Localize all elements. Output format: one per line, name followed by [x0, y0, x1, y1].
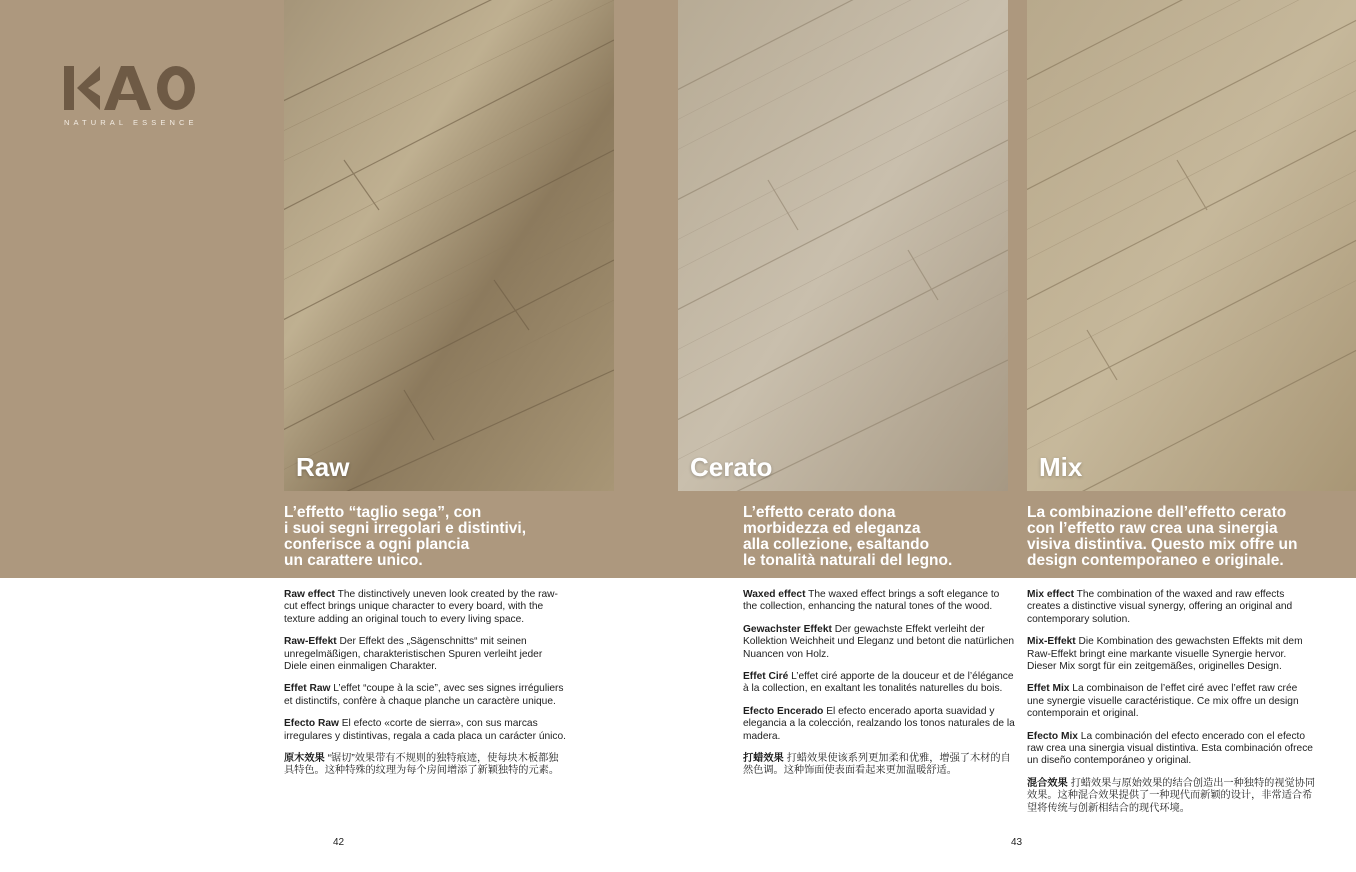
raw-title: Raw: [296, 452, 350, 482]
cerato-headline: [743, 505, 952, 569]
brand-logo: [64, 64, 204, 127]
mix-wood-photo: [1027, 0, 1356, 491]
headline-line: visiva distintiva. Questo mix offre un: [1027, 536, 1298, 553]
cerato-desc-fr: [743, 671, 1015, 696]
cerato-title: Cerato: [690, 452, 773, 482]
mix-descriptions: [1027, 589, 1317, 825]
desc-text: The distinctively uneven look created by the raw-cut effect brings unique character to every board, with the texture adding an original touch to every living space.: [284, 589, 558, 625]
headline-line: alla collezione, esaltando: [743, 536, 930, 553]
desc-label: Mix-Effekt: [1027, 636, 1076, 648]
desc-label: Waxed effect: [743, 589, 806, 600]
desc-text: 打蜡效果与原始效果的结合创造出一种独特的视觉协同效果。这种混合效果提供了一种现代而新颖的设计，非常适合希望将传统与创新相结合的现代环境。: [1027, 777, 1316, 814]
mix-desc-de: [1027, 636, 1317, 673]
desc-label: Effet Raw: [284, 683, 331, 695]
desc-label: Efecto Raw: [284, 718, 339, 730]
headline-line: La combinazione dell’effetto cerato: [1027, 504, 1287, 521]
desc-text: L’effet “coupe à la scie”, avec ses signes irréguliers et distinctifs, confère à chaque planche un caractère unique.: [284, 683, 564, 707]
raw-descriptions: [284, 589, 568, 788]
cerato-desc-en: [743, 589, 1015, 614]
desc-text: L’effet ciré apporte de la douceur et de l’élégance à la collection, en exaltant les tonalités naturelles du bois.: [743, 671, 1014, 695]
mix-headline: [1027, 505, 1297, 569]
desc-text: La combinación del efecto encerado con el efecto raw crea una sinergia visual distintiva. Esta combinación ofrece un diseño contemporáneo y original.: [1027, 730, 1313, 767]
raw-desc-fr: [284, 683, 568, 708]
desc-label: Efecto Mix: [1027, 730, 1078, 742]
brand-tagline: NATURAL ESSENCE: [64, 118, 198, 127]
desc-text: 打蜡效果使该系列更加柔和优雅，增强了木材的自然色调。这种饰面使表面看起来更加温暖舒适。: [743, 753, 1011, 777]
desc-label: Efecto Encerado: [743, 705, 824, 717]
desc-label: 混合效果: [1027, 777, 1068, 789]
desc-text: Der gewachste Effekt verleiht der Kollektion Weichheit und Eleganz und betont die natürlichen Nuancen von Holz.: [743, 623, 1015, 660]
raw-desc-es: [284, 718, 568, 743]
raw-desc-en: [284, 589, 568, 626]
desc-label: 打蜡效果: [743, 753, 784, 765]
cerato-wood-photo: [678, 0, 1008, 491]
raw-desc-de: [284, 636, 568, 673]
desc-text: El efecto encerado aporta suavidad y elegancia a la colección, realzando los tonos naturales de la madera.: [743, 705, 1015, 742]
page-number-right: 43: [1011, 837, 1023, 848]
headline-line: con l’effetto raw crea una sinergia: [1027, 520, 1278, 537]
mix-desc-fr: [1027, 683, 1317, 720]
headline-line: le tonalità naturali del legno.: [743, 552, 953, 569]
cerato-wood-texture: [678, 0, 1008, 491]
raw-wood-photo: [284, 0, 614, 491]
desc-text: La combinaison de l’effet ciré avec l’effet raw crée une synergie visuelle caractéristique. Ce mix offre un design contemporain et original.: [1027, 683, 1299, 720]
mix-desc-es: [1027, 731, 1317, 768]
mix-wood-texture: [1027, 0, 1356, 491]
headline-line: i suoi segni irregolari e distintivi,: [284, 520, 527, 537]
headline-line: L’effetto “taglio sega”, con: [284, 504, 482, 521]
mix-desc-en: [1027, 589, 1317, 626]
desc-label: Raw-Effekt: [284, 636, 337, 648]
raw-wood-texture: [284, 0, 614, 491]
desc-text: El efecto «corte de sierra», con sus marcas irregulares y distintivas, regala a cada placa un carácter único.: [284, 718, 567, 742]
desc-text: The combination of the waxed and raw effects creates a distinctive visual synergy, offering an original and contemporary solution.: [1027, 589, 1293, 625]
cerato-desc-de: [743, 624, 1015, 661]
headline-line: design contemporaneo e originale.: [1027, 552, 1284, 569]
cerato-desc-es: [743, 706, 1015, 743]
desc-label: Effet Ciré: [743, 671, 789, 683]
headline-line: conferisce a ogni plancia: [284, 536, 470, 553]
kao-logo-mark: [64, 64, 204, 112]
mix-desc-zh: [1027, 778, 1317, 815]
headline-line: L’effetto cerato dona: [743, 504, 896, 521]
desc-text: “锯切”效果带有不规则的独特痕迹，使每块木板都独具特色。这种特殊的纹理为每个房间增添了新颖独特的元素。: [284, 753, 560, 777]
raw-desc-zh: [284, 753, 568, 778]
desc-label: Gewachster Effekt: [743, 623, 832, 635]
desc-label: Effet Mix: [1027, 683, 1070, 695]
desc-label: Mix effect: [1027, 589, 1074, 600]
desc-text: Der Effekt des „Sägenschnitts“ mit seinen unregelmäßigen, charakteristischen Spuren verleiht jeder Diele einen einmaligen Charakter.: [284, 636, 543, 673]
headline-line: morbidezza ed eleganza: [743, 520, 921, 537]
desc-text: Die Kombination des gewachsten Effekts mit dem Raw-Effekt bringt eine markante visuelle Synergie hervor. Dieser Mix sorgt für ein zeitgemäßes, originelles Design.: [1027, 636, 1303, 673]
desc-label: 原木效果: [284, 753, 325, 765]
raw-headline: [284, 505, 526, 569]
desc-text: The waxed effect brings a soft elegance to the collection, enhancing the natural tones of the wood.: [743, 589, 1000, 613]
cerato-descriptions: [743, 589, 1015, 788]
mix-title: Mix: [1039, 452, 1083, 482]
page-number-left: 42: [333, 837, 345, 848]
cerato-desc-zh: [743, 753, 1015, 778]
desc-label: Raw effect: [284, 589, 335, 600]
headline-line: un carattere unico.: [284, 552, 423, 569]
